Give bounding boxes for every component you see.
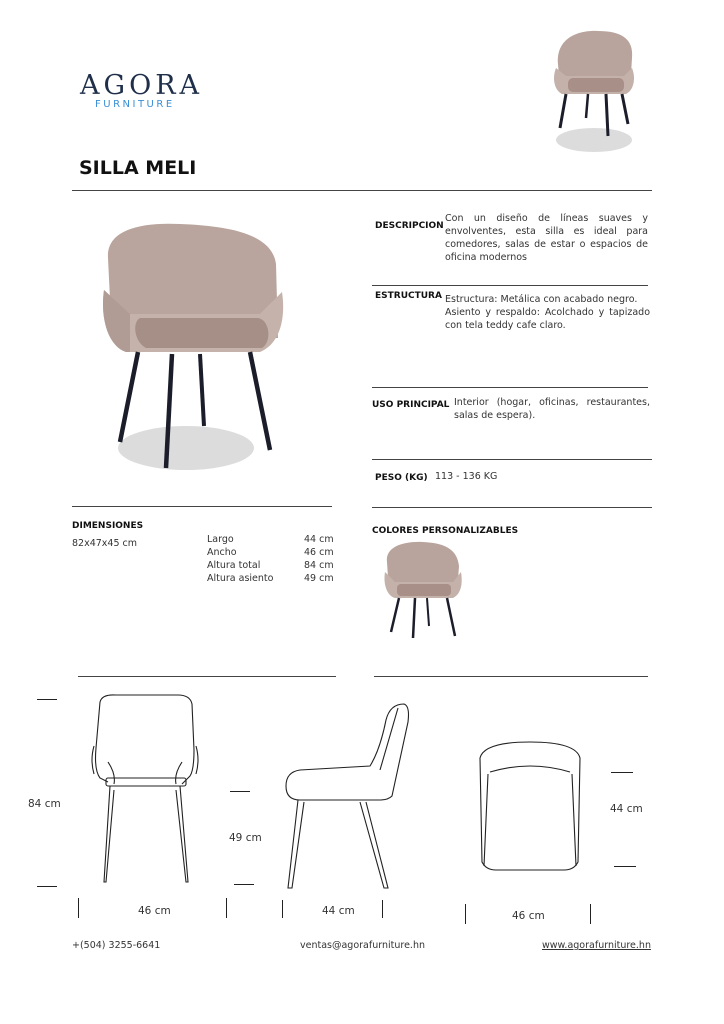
dimension-name: Ancho	[207, 547, 237, 558]
top-width-label: 46 cm	[512, 910, 545, 922]
chair-thumbnail-top	[548, 28, 643, 156]
colors-label: COLORES PERSONALIZABLES	[372, 526, 519, 536]
footer-phone: +(504) 3255-6641	[72, 940, 161, 951]
spec-peso-label: PESO (KG)	[375, 473, 428, 483]
dimension-value: 49 cm	[304, 573, 334, 584]
product-title: SILLA MELI	[79, 157, 197, 179]
top-depth-label: 44 cm	[610, 803, 643, 815]
brand-logo: AGORA	[80, 70, 204, 101]
spec-descripcion-text: Con un diseño de líneas suaves y envolventes, esta silla es ideal para comedores, salas de estar o espacios de oficina modernos	[445, 213, 648, 263]
spec-descripcion-label: DESCRIPCION	[375, 221, 444, 231]
dimension-name: Altura total	[207, 560, 261, 571]
footer-website-link[interactable]: www.agorafurniture.hn	[542, 940, 651, 951]
side-seat-height-label: 49 cm	[229, 832, 262, 844]
dimensions-label: DIMENSIONES	[72, 521, 144, 531]
dimension-value: 44 cm	[304, 534, 334, 545]
front-view-drawing	[86, 690, 206, 890]
dimension-value: 84 cm	[304, 560, 334, 571]
side-depth-label: 44 cm	[322, 905, 355, 917]
brand-subtitle: FURNITURE	[95, 99, 175, 110]
spec-rule-2	[372, 387, 648, 388]
side-view-drawing	[280, 700, 415, 895]
top-view-drawing	[470, 738, 590, 878]
title-rule	[72, 190, 652, 191]
chair-color-swatch	[383, 540, 463, 640]
spec-rule-1	[372, 285, 648, 286]
spec-uso-text: Interior (hogar, oficinas, restaurantes, salas de espera).	[454, 397, 650, 421]
dimensions-rule-top	[72, 506, 332, 507]
spec-estructura-label: ESTRUCTURA	[375, 291, 442, 301]
dimension-value: 46 cm	[304, 547, 334, 558]
dimension-name: Largo	[207, 534, 234, 545]
drawing-rule-right	[374, 676, 648, 677]
spec-rule-4	[372, 507, 652, 508]
chair-main-image	[100, 218, 290, 480]
spec-rule-3	[372, 459, 652, 460]
spec-peso-value: 113 - 136 KG	[435, 471, 498, 482]
dimensions-summary: 82x47x45 cm	[72, 538, 138, 549]
spec-uso-label: USO PRINCIPAL	[372, 400, 450, 410]
drawing-rule-left	[78, 676, 336, 677]
footer-email[interactable]: ventas@agorafurniture.hn	[300, 940, 425, 951]
spec-estructura-text: Estructura: Metálica con acabado negro. Asiento y respaldo: Acolchado y tapizado con tela teddy cafe claro.	[445, 294, 650, 331]
dimension-name: Altura asiento	[207, 573, 274, 584]
front-height-label: 84 cm	[28, 798, 61, 810]
front-width-label: 46 cm	[138, 905, 171, 917]
